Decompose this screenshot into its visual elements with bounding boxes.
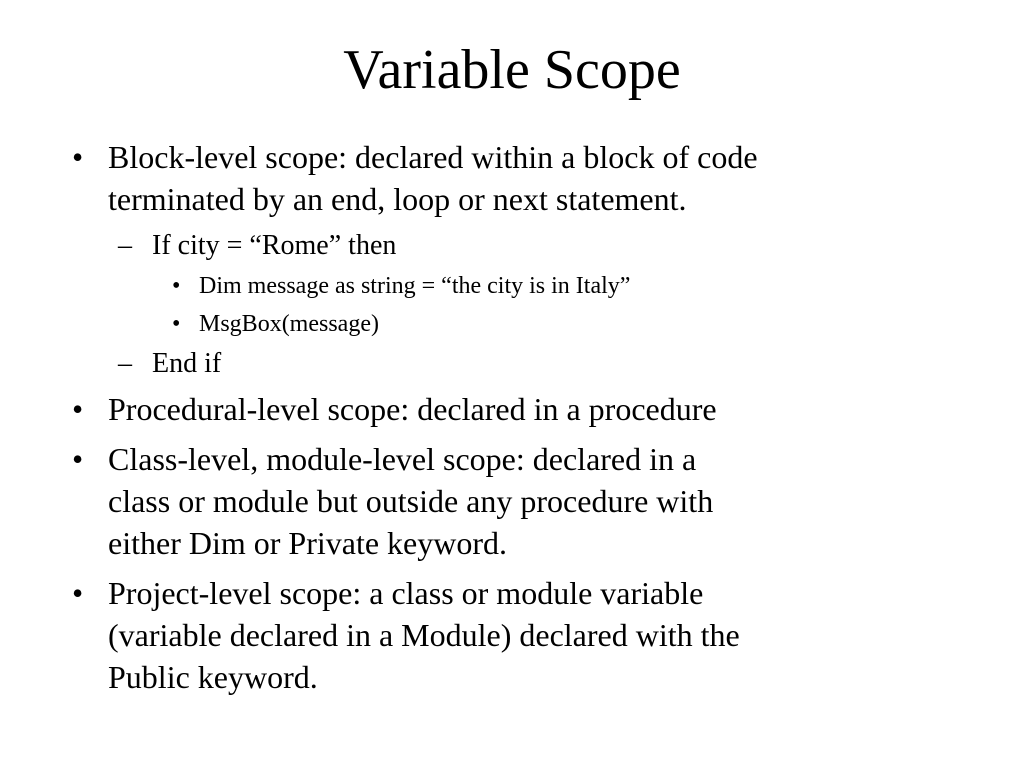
bullet-icon: • — [172, 273, 181, 299]
sub-sub-bullet-text: Dim message as string = “the city is in Italy” — [199, 273, 631, 299]
slide-title: Variable Scope — [343, 39, 681, 101]
dash-icon: – — [118, 348, 132, 379]
bullet-procedural-level-scope — [72, 388, 972, 430]
sub-sub-bullet-msgbox — [72, 308, 972, 340]
bullet-project-level-scope — [72, 572, 972, 698]
bullet-class-level-scope — [72, 438, 972, 564]
slide-bullet-list — [72, 136, 972, 706]
bullet-icon: • — [72, 391, 84, 427]
bullet-icon: • — [72, 575, 84, 611]
bullet-text: Block-level scope: declared within a block of code terminated by an end, loop or next statement. — [108, 139, 758, 217]
sub-sub-bullet-text: MsgBox(message) — [199, 311, 379, 337]
sub-bullet-end-if — [72, 346, 972, 382]
bullet-text: Class-level, module-level scope: declared in a class or module but outside any procedure with either Dim or Private keyword. — [108, 441, 714, 561]
bullet-icon: • — [172, 311, 181, 337]
dash-icon: – — [118, 230, 132, 261]
sub-sub-bullet-dim-message — [72, 270, 972, 302]
bullet-block-level-scope — [72, 136, 972, 220]
sub-bullet-text: If city = “Rome” then — [152, 230, 397, 261]
bullet-text: Project-level scope: a class or module variable (variable declared in a Module) declared with the Public keyword. — [108, 575, 740, 695]
sub-bullet-if-city — [72, 228, 972, 264]
bullet-icon: • — [72, 139, 84, 175]
bullet-text: Procedural-level scope: declared in a procedure — [108, 391, 717, 427]
sub-bullet-text: End if — [152, 348, 222, 379]
bullet-icon: • — [72, 441, 84, 477]
